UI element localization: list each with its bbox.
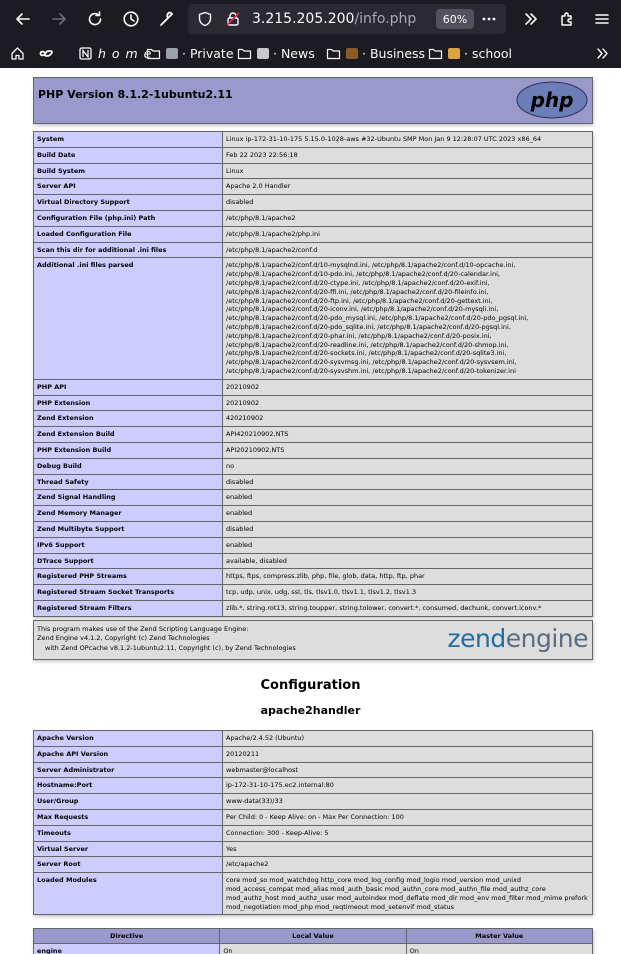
url-host: 3.215.205.200 <box>252 11 355 27</box>
row-key: Server API <box>34 179 223 195</box>
zend-credit-text <box>37 625 296 653</box>
directive-column-header: Directive <box>34 929 220 944</box>
master-value: On <box>406 944 592 954</box>
engine-logo-word: engine <box>505 624 588 653</box>
row-key: Registered Stream Socket Transports <box>34 585 223 601</box>
row-key: Server Administrator <box>34 762 223 778</box>
table-row <box>34 762 593 778</box>
php-logo-text: php <box>530 88 574 112</box>
bookmark-infinity[interactable] <box>38 44 58 62</box>
row-value: https, ftps, compress.zlib, php, file, glob, data, http, ftp, phar <box>223 569 593 585</box>
row-value: Apache 2.0 Handler <box>223 179 593 195</box>
row-key: DTrace Support <box>34 553 223 569</box>
row-value: Per Child: 0 - Keep Alive: on - Max Per Connection: 100 <box>223 809 593 825</box>
table-row <box>34 490 593 506</box>
table-row <box>34 506 593 522</box>
forward-button[interactable] <box>49 9 69 29</box>
history-button[interactable] <box>121 9 141 29</box>
row-key: Registered PHP Streams <box>34 569 223 585</box>
row-value: Linux ip-172-31-10-175 5.15.0-1028-aws #32-Ubuntu SMP Mon Jan 9 12:28:07 UTC 2023 x86_64 <box>223 132 593 148</box>
page-content <box>0 68 621 954</box>
school-emoji-icon <box>448 48 460 59</box>
row-value: Feb 22 2023 22:56:18 <box>223 147 593 163</box>
table-row <box>34 553 593 569</box>
clock-icon <box>122 10 140 28</box>
row-value: enabled <box>223 537 593 553</box>
briefcase-emoji-icon <box>346 48 358 59</box>
apache-info-table <box>33 730 593 915</box>
row-key: Build System <box>34 163 223 179</box>
row-key: Zend Signal Handling <box>34 490 223 506</box>
row-value: www-data(33)/33 <box>223 794 593 810</box>
row-key: Max Requests <box>34 809 223 825</box>
row-value: ip-172-31-10-175.ec2.internal:80 <box>223 778 593 794</box>
zend-engine-box <box>33 620 593 660</box>
table-row <box>34 521 593 537</box>
row-key: PHP Extension Build <box>34 442 223 458</box>
table-row <box>34 242 593 258</box>
bookmark-folder-private[interactable] <box>146 44 234 62</box>
row-key: PHP Extension <box>34 395 223 411</box>
row-value: /etc/apache2 <box>223 857 593 873</box>
directive-table <box>33 928 593 954</box>
table-row <box>34 537 593 553</box>
local-value: On <box>220 944 406 954</box>
url-bar[interactable] <box>188 4 506 34</box>
row-key: Debug Build <box>34 458 223 474</box>
row-value: available, disabled <box>223 553 593 569</box>
menu-button[interactable] <box>592 9 612 29</box>
table-row <box>34 195 593 211</box>
browser-chrome <box>0 0 621 68</box>
row-key: Loaded Configuration File <box>34 226 223 242</box>
overflow-button[interactable] <box>521 9 541 29</box>
row-value: disabled <box>223 521 593 537</box>
row-value: 420210902 <box>223 411 593 427</box>
house-icon <box>10 46 25 61</box>
forward-arrow-icon <box>50 10 68 28</box>
row-value: Apache/2.4.52 (Ubuntu) <box>223 731 593 747</box>
computer-emoji-icon <box>166 48 178 59</box>
bookmark-label: · Private <box>182 45 234 61</box>
apache2handler-heading: apache2handler <box>260 704 361 717</box>
bookmark-label: · school <box>464 45 513 61</box>
row-key: Configuration File (php.ini) Path <box>34 210 223 226</box>
table-row <box>34 746 593 762</box>
table-row <box>34 411 593 427</box>
row-key: Timeouts <box>34 825 223 841</box>
bookmark-label: · News <box>273 45 315 61</box>
folder-icon <box>146 46 161 61</box>
double-chevron-icon <box>595 46 610 61</box>
table-row <box>34 179 593 195</box>
bookmarks-overflow-button[interactable] <box>595 44 615 62</box>
table-row <box>34 226 593 242</box>
back-button[interactable] <box>13 9 33 29</box>
table-row <box>34 147 593 163</box>
php-version-title: PHP Version 8.1.2-1ubuntu2.11 <box>38 88 233 101</box>
row-key: IPv6 Support <box>34 537 223 553</box>
row-key: Scan this dir for additional .ini files <box>34 242 223 258</box>
reload-icon <box>86 10 104 28</box>
row-value: 20120211 <box>223 746 593 762</box>
row-key: Server Root <box>34 857 223 873</box>
directive-header-row <box>34 929 593 944</box>
table-row <box>34 132 593 148</box>
table-row <box>34 395 593 411</box>
row-value: disabled <box>223 474 593 490</box>
zoom-level-badge[interactable]: 60% <box>436 9 474 29</box>
bookmark-label: h o m e <box>98 45 153 61</box>
row-key: Virtual Directory Support <box>34 195 223 211</box>
row-key: System <box>34 132 223 148</box>
row-key: Build Date <box>34 147 223 163</box>
row-key: Virtual Server <box>34 841 223 857</box>
table-row <box>34 569 593 585</box>
browser-toolbar <box>0 0 621 38</box>
row-value: no <box>223 458 593 474</box>
row-key: Thread Safety <box>34 474 223 490</box>
php-info-table <box>33 131 593 617</box>
bookmark-folder-school[interactable] <box>428 44 512 62</box>
table-row <box>34 458 593 474</box>
double-chevron-icon <box>522 10 540 28</box>
table-row <box>34 163 593 179</box>
row-value: Connection: 300 - Keep-Alive: 5 <box>223 825 593 841</box>
row-value: 20210902 <box>223 379 593 395</box>
shield-icon <box>197 11 213 27</box>
reload-button[interactable] <box>85 9 105 29</box>
puzzle-icon <box>558 10 576 28</box>
row-value: Yes <box>223 841 593 857</box>
row-value: 20210902 <box>223 395 593 411</box>
wrench-icon <box>158 10 176 28</box>
row-key: Apache API Version <box>34 746 223 762</box>
row-value: enabled <box>223 506 593 522</box>
bookmark-home-icon-button[interactable] <box>10 44 30 62</box>
directive-name: engine <box>34 944 220 954</box>
extensions-button[interactable] <box>557 9 577 29</box>
infinity-icon <box>38 46 53 61</box>
newspaper-emoji-icon <box>257 48 269 59</box>
row-value: enabled <box>223 490 593 506</box>
table-row <box>34 794 593 810</box>
table-row <box>34 825 593 841</box>
hamburger-icon <box>593 10 611 28</box>
zend-engine-logo <box>448 624 589 653</box>
configuration-heading: Configuration <box>260 678 361 693</box>
zend-logo-word: zend <box>447 624 506 653</box>
zend-line-1: This program makes use of the Zend Scripting Language Engine: <box>37 625 249 633</box>
table-row <box>34 841 593 857</box>
table-row <box>34 857 593 873</box>
insecure-lock-icon <box>225 11 241 27</box>
row-value: core mod_so mod_watchdog http_core mod_log_config mod_logio mod_version mod_unixd mod_access_compat mod_alias mod_auth_basic mod_authn_core mod_authn_file mod_authz_core mod_authz_host mod_authz_user mod_autoindex mod_deflate mod_dir mod_env mod_filter mod_mime prefork mod_negotiation mod_php mod_reqtimeout mod_setenvif mod_status <box>223 873 593 915</box>
bookmarks-toolbar <box>0 38 621 68</box>
row-key: Zend Extension <box>34 411 223 427</box>
row-key: Registered Stream Filters <box>34 600 223 616</box>
bookmark-folder-business[interactable] <box>326 44 425 62</box>
folder-icon <box>326 46 341 61</box>
table-row <box>34 731 593 747</box>
bookmark-folder-news[interactable] <box>237 44 315 62</box>
table-row <box>34 778 593 794</box>
row-value: /etc/php/8.1/apache2 <box>223 210 593 226</box>
row-key: User/Group <box>34 794 223 810</box>
table-row <box>34 258 593 379</box>
row-key: PHP API <box>34 379 223 395</box>
row-value: webmaster@localhost <box>223 762 593 778</box>
row-key: Hostname:Port <box>34 778 223 794</box>
tools-button[interactable] <box>157 9 177 29</box>
row-value: API420210902,NTS <box>223 427 593 443</box>
folder-icon <box>237 46 252 61</box>
zend-line-3: with Zend OPcache v8.1.2-1ubuntu2.11, Copyright (c), by Zend Technologies <box>45 643 296 652</box>
row-value: Linux <box>223 163 593 179</box>
row-value: /etc/php/8.1/apache2/php.ini <box>223 226 593 242</box>
row-value: API20210902,NTS <box>223 442 593 458</box>
row-value: /etc/php/8.1/apache2/conf.d <box>223 242 593 258</box>
back-arrow-icon <box>14 10 32 28</box>
row-value: /etc/php/8.1/apache2/conf.d/10-mysqlnd.ini, /etc/php/8.1/apache2/conf.d/10-opcache.ini, /etc/php/8.1/apache2/conf.d/10-pdo.ini, /etc/php/8.1/apache2/conf.d/20-calendar.ini, /etc/php/8.1/apache2/conf.d/20-ctype.ini, /etc/php/8.1/apache2/conf.d/20-exif.ini, /etc/php/8.1/apache2/conf.d/20-ffi.ini, /etc/php/8.1/apache2/conf.d/20-fileinfo.ini, /etc/php/8.1/apache2/conf.d/20-ftp.ini, /etc/php/8.1/apache2/conf.d/20-gettext.ini, /etc/php/8.1/apache2/conf.d/20-iconv.ini, /etc/php/8.1/apache2/conf.d/20-mysqli.ini, /etc/php/8.1/apache2/conf.d/20-pdo_mysql.ini, /etc/php/8.1/apache2/conf.d/20-pdo_pgsql.ini, /etc/php/8.1/apache2/conf.d/20-pdo_sqlite.ini, /etc/php/8.1/apache2/conf.d/20-pgsql.ini, /etc/php/8.1/apache2/conf.d/20-phar.ini, /etc/php/8.1/apache2/conf.d/20-posix.ini, /etc/php/8.1/apache2/conf.d/20-readline.ini, /etc/php/8.1/apache2/conf.d/20-shmop.ini, /etc/php/8.1/apache2/conf.d/20-sockets.ini, /etc/php/8.1/apache2/conf.d/20-sqlite3.ini, /etc/php/8.1/apache2/conf.d/20-sysvmsg.ini, /etc/php/8.1/apache2/conf.d/20-sysvsem.ini, /etc/php/8.1/apache2/conf.d/20-sysvshm.ini, /etc/php/8.1/apache2/conf.d/20-tokenizer.ini <box>223 258 593 379</box>
row-key: Apache Version <box>34 731 223 747</box>
bookmark-label: · Business <box>362 45 426 61</box>
table-row <box>34 873 593 915</box>
master-value-column-header: Master Value <box>406 929 592 944</box>
more-horizontal-icon[interactable] <box>481 11 497 27</box>
table-row <box>34 442 593 458</box>
zend-line-2: Zend Engine v4.1.2, Copyright (c) Zend Technologies <box>37 634 210 643</box>
php-logo-icon <box>516 81 588 119</box>
url-path: /info.php <box>354 11 417 27</box>
table-row <box>34 210 593 226</box>
row-key: Zend Extension Build <box>34 427 223 443</box>
row-key: Zend Multibyte Support <box>34 521 223 537</box>
row-value: disabled <box>223 195 593 211</box>
folder-icon <box>428 46 443 61</box>
table-row <box>34 585 593 601</box>
notion-icon <box>78 46 93 61</box>
row-value: tcp, udp, unix, udg, ssl, tls, tlsv1.0, tlsv1.1, tlsv1.2, tlsv1.3 <box>223 585 593 601</box>
table-row <box>34 379 593 395</box>
row-key: Zend Memory Manager <box>34 506 223 522</box>
table-row <box>34 474 593 490</box>
url-text[interactable] <box>252 11 416 27</box>
row-value: zlib.*, string.rot13, string.toupper, string.tolower, convert.*, consumed, dechunk, convert.iconv.* <box>223 600 593 616</box>
row-key: Loaded Modules <box>34 873 223 915</box>
table-row <box>34 427 593 443</box>
local-value-column-header: Local Value <box>220 929 406 944</box>
php-version-header <box>33 77 593 124</box>
table-row <box>34 809 593 825</box>
bookmark-home[interactable] <box>78 44 152 62</box>
directive-row <box>34 944 593 954</box>
row-key: Additional .ini files parsed <box>34 258 223 379</box>
table-row <box>34 600 593 616</box>
